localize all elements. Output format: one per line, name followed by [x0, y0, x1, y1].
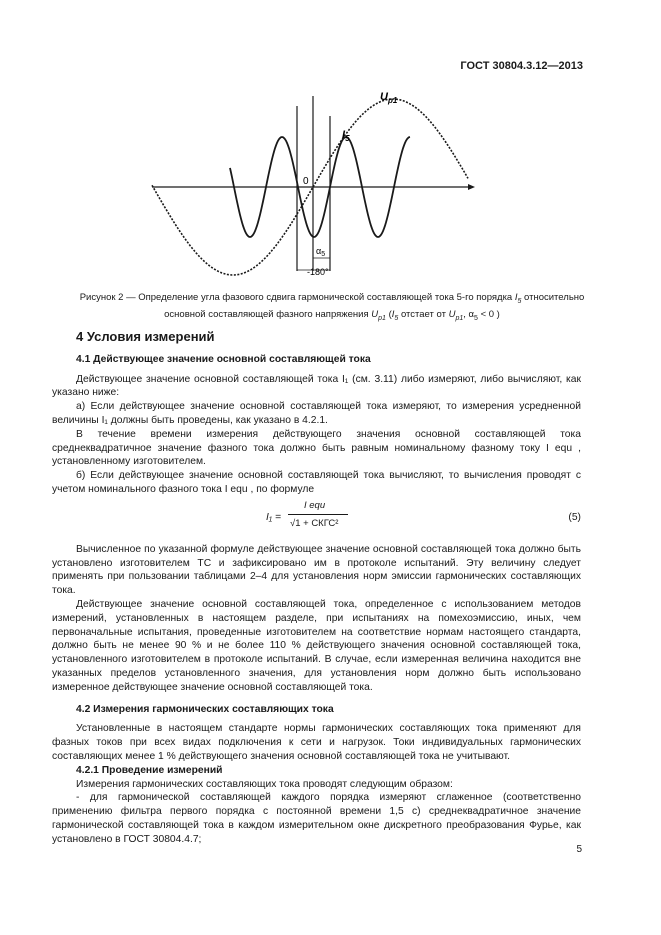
paragraph: В течение времени измерения действующего значения основной составляющей тока среднеквадратичное значение фазного тока должно быть равным номинальному фазному току I equ , установленному изготовителем.: [52, 428, 581, 468]
caption-var-1: $I_5$: [514, 292, 522, 305]
page-number: 5: [576, 844, 582, 855]
paragraph: Действующее значение основной составляющей тока I₁ (см. 3.11) либо измеряют, либо вычисляют, как указано ниже:: [52, 373, 581, 399]
formula-denominator: √1 + СКГС²: [290, 517, 339, 529]
formula-number: (5): [568, 511, 581, 523]
x-axis-arrow: [468, 184, 475, 190]
paragraph: б) Если действующее значение основной составляющей тока вычисляют, то вычисления проводят с учетом номинального фазного тока I equ , по формуле: [52, 470, 581, 495]
formula-numerator: I equ: [304, 499, 326, 511]
label-i5: $I_5$: [342, 129, 350, 143]
waveform-figure: [150, 86, 480, 286]
paragraph: Действующее значение основной составляющей тока, определенное с использованием методов измерений, установленных в настоящем разделе, при испытаниях на помехоэмиссию, иных, чем первоначальные испытания, проведенные изготовителем на соответствие нормам настоящего стандарта, должно быть не менее 90 % и не более 110 % действующего значения основной составляющей тока, установленного изготовителем в протоколе испытаний. В случае, если измеренная величина находится вне указанных пределов установленного значения, для установления норм должно быть использовано измеренное действующее значение основной составляющей тока.: [52, 598, 581, 693]
caption-text-1-end: относительно: [524, 292, 585, 303]
subsubsection-title: 4.2.1 Проведение измерений: [76, 764, 223, 776]
paragraph: - для гармонической составляющей каждого порядка измеряют сглаженное (соответственно применению фильтра первого порядка с постоянной времени 1,5 с) среднеквадратичное значение гармонической составляющей тока в каждом измерительном окне дискретного преобразования Фурье, как установлено в ГОСТ 30804.4.7;: [52, 792, 581, 845]
label-up1: $U_{p1}$: [380, 91, 398, 105]
label-deg: -180°: [307, 267, 329, 277]
formula-block: [52, 501, 581, 537]
paragraph: Установленные в настоящем стандарте нормы гармонических составляющих тока применяют для фазных токов при всех видах подключения к сети и нагрузок. Токи индивидуальных гармонических составляющих менее 1 % действующего значения основной составляющей тока не учитывают.: [52, 723, 581, 762]
paragraph: а) Если действующее значение основной составляющей тока измеряют, то измерения усредненной величины I₁ должны быть проведены, как указано в 4.2.1.: [52, 401, 581, 426]
paragraph: Вычисленное по указанной формуле действующее значение основной составляющей тока должно быть установлено изготовителем ТС и зафиксировано им в протоколе испытаний. Эту величину следует применять при пользовании таблицами 2–4 для установления норм эмиссии гармонических составляющих тока.: [52, 543, 581, 597]
figure-caption: Рисунок 2 — Определение угла фазового сдвига гармонической составляющей тока 5-го порядка $I_5$ относительно основной составляющей фазного напряжения $U_{p1}$ ($I_5$ отстает от $U_{p1}$, $\alpha_5 < 0$ ): [79, 292, 585, 322]
paragraph: Измерения гармонических составляющих тока проводят следующим образом:: [76, 778, 453, 790]
section-title: 4 Условия измерений: [76, 329, 215, 344]
document-body: [52, 330, 581, 847]
subsection-title: 4.2 Измерения гармонических составляющих тока: [76, 703, 334, 715]
label-zero: 0: [303, 176, 309, 187]
label-alpha: $\alpha_5$: [316, 246, 326, 258]
caption-text-2: основной составляющей фазного напряжения: [164, 308, 369, 320]
formula-lhs: I₁ =: [266, 511, 281, 523]
fraction-bar: [288, 514, 348, 515]
doc-header: ГОСТ 30804.3.12—2013: [460, 60, 583, 72]
subsection-title: 4.1 Действующее значение основной составляющей тока: [76, 353, 371, 365]
caption-text-1: Рисунок 2 — Определение угла фазового сдвига гармонической составляющей тока 5-го порядка: [79, 292, 513, 303]
